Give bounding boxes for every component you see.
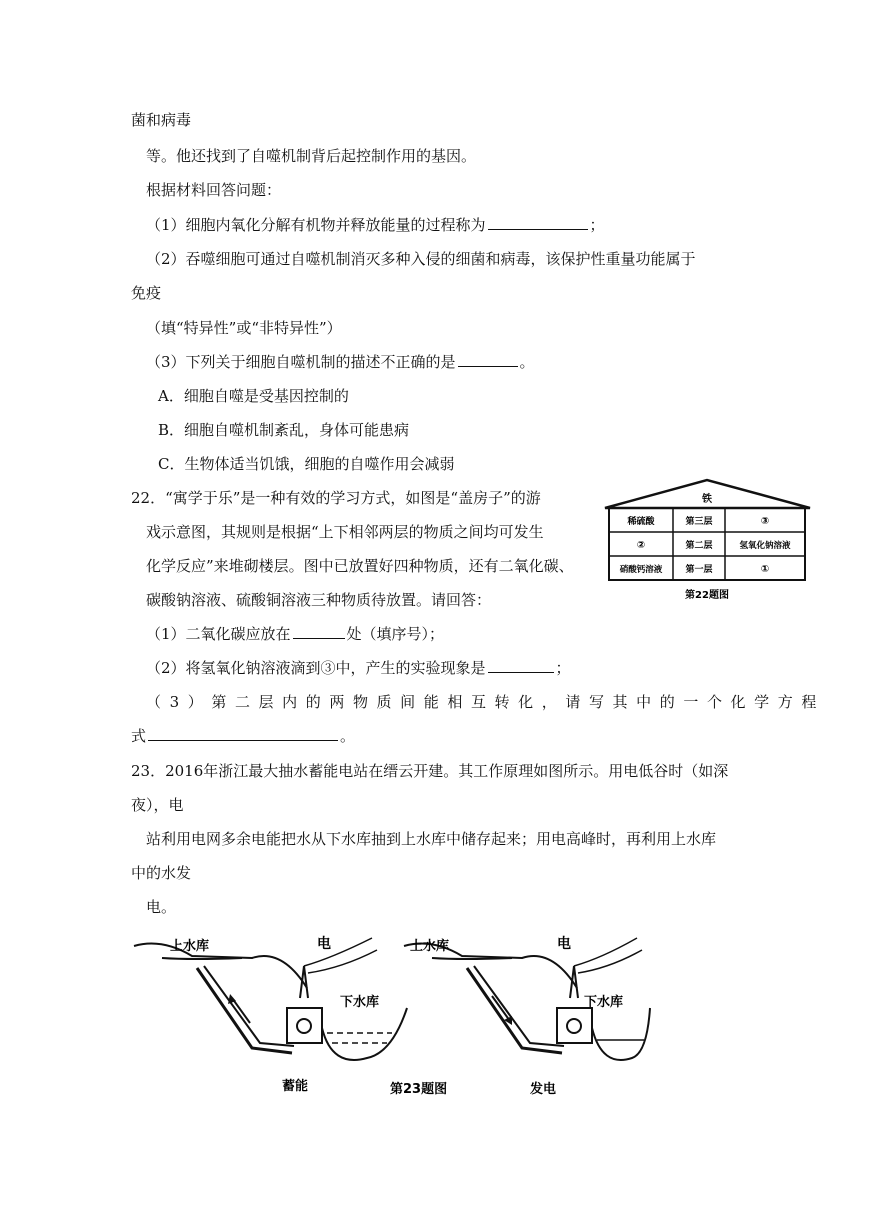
question-text: （2）将氢氧化钠溶液滴到③中，产生的实验现象是 (146, 659, 486, 677)
punctuation: 。 (340, 727, 356, 745)
question-text: （1）二氧化碳应放在 (146, 625, 291, 643)
text-line: 等。他还找到了自噬机制背后起控制作用的基因。 (146, 147, 477, 165)
answer-blank[interactable] (293, 624, 345, 639)
text-line: 免疫 (131, 284, 162, 302)
cell-text: 硝酸钙溶液 (619, 565, 663, 575)
text-line: 菌和病毒 (131, 111, 192, 129)
figure-22-house (603, 478, 813, 603)
text-line: （2）吞噬细胞可通过自噬机制消灭多种入侵的细菌和病毒，该保护性重量功能属于 (146, 250, 696, 268)
option-a: A．细胞自噬是受基因控制的 (158, 387, 349, 405)
text-line: 23．2016年浙江最大抽水蓄能电站在缙云开建。其工作原理如图所示。用电低谷时（如深 (131, 762, 729, 780)
right-panel-generation (404, 935, 650, 1097)
cell-text: ② (636, 540, 646, 551)
answer-blank[interactable] (488, 215, 588, 230)
text-line: （填“特异性”或“非特异性”） (146, 319, 342, 337)
cell-text: 氢氧化钠溶液 (739, 541, 791, 551)
figure-caption: 第22题图 (685, 590, 729, 601)
cell-text: ③ (760, 516, 770, 527)
power-label: 电 (317, 936, 331, 952)
text-line: 中的水发 (131, 864, 192, 882)
text-line: 戏示意图，其规则是根据“上下相邻两层的物质之间均可发生 (146, 523, 544, 541)
punctuation: ； (555, 659, 571, 677)
answer-blank[interactable] (488, 658, 554, 673)
question-22-1 (146, 624, 444, 644)
question-22-3 (131, 726, 355, 746)
option-b: B．细胞自噬机制紊乱，身体可能患病 (158, 421, 410, 439)
roof-label: 铁 (702, 494, 712, 505)
lower-reservoir-label: 下水库 (340, 995, 380, 1010)
question-22-2 (146, 658, 571, 678)
question-21-1 (146, 215, 605, 235)
cell-text: 第二层 (685, 541, 713, 551)
figure-caption: 第23题图 (390, 1082, 448, 1097)
text-line: （3）第二层内的两物质间能相互转化，请写其中的一个化学方程 (146, 693, 825, 711)
text-line: 夜），电 (131, 796, 184, 814)
power-label: 电 (557, 936, 571, 952)
text-line: 化学反应”来堆砌楼层。图中已放置好四种物质，还有二氧化碳、 (146, 557, 574, 575)
text-line: 碳酸钠溶液、硫酸铜溶液三种物质待放置。请回答： (146, 591, 492, 609)
cell-text: 稀硫酸 (627, 517, 655, 527)
answer-blank[interactable] (458, 352, 518, 367)
lower-reservoir-label: 下水库 (584, 995, 624, 1010)
question-text: 处（填序号）； (346, 625, 445, 643)
answer-blank[interactable] (148, 726, 338, 741)
upper-reservoir-label: 上水库 (170, 939, 210, 954)
text-line: 22．“寓学于乐”是一种有效的学习方式，如图是“盖房子”的游 (131, 489, 541, 507)
question-21-3 (146, 352, 535, 372)
upper-reservoir-label: 上水库 (410, 939, 450, 954)
punctuation: ； (589, 216, 605, 234)
mode-label: 蓄能 (282, 1079, 309, 1094)
text-line: 根据材料回答问题： (146, 181, 282, 199)
question-text: 式 (131, 727, 147, 745)
text-line: 站利用电网多余电能把水从下水库抽到上水库中储存起来；用电高峰时，再利用上水库 (146, 830, 717, 848)
cell-text: 第三层 (685, 517, 713, 527)
cell-text: ① (760, 564, 770, 575)
left-panel-storage (134, 935, 407, 1094)
figure-23-pumped-storage (132, 928, 652, 1103)
option-c: C．生物体适当饥饿，细胞的自噬作用会减弱 (158, 455, 455, 473)
question-text: （1）细胞内氧化分解有机物并释放能量的过程称为 (146, 216, 486, 234)
mode-label: 发电 (530, 1082, 557, 1097)
question-text: （3）下列关于细胞自噬机制的描述不正确的是 (146, 353, 456, 371)
punctuation: 。 (519, 353, 535, 371)
text-line: 电。 (146, 898, 177, 916)
cell-text: 第一层 (685, 565, 713, 575)
